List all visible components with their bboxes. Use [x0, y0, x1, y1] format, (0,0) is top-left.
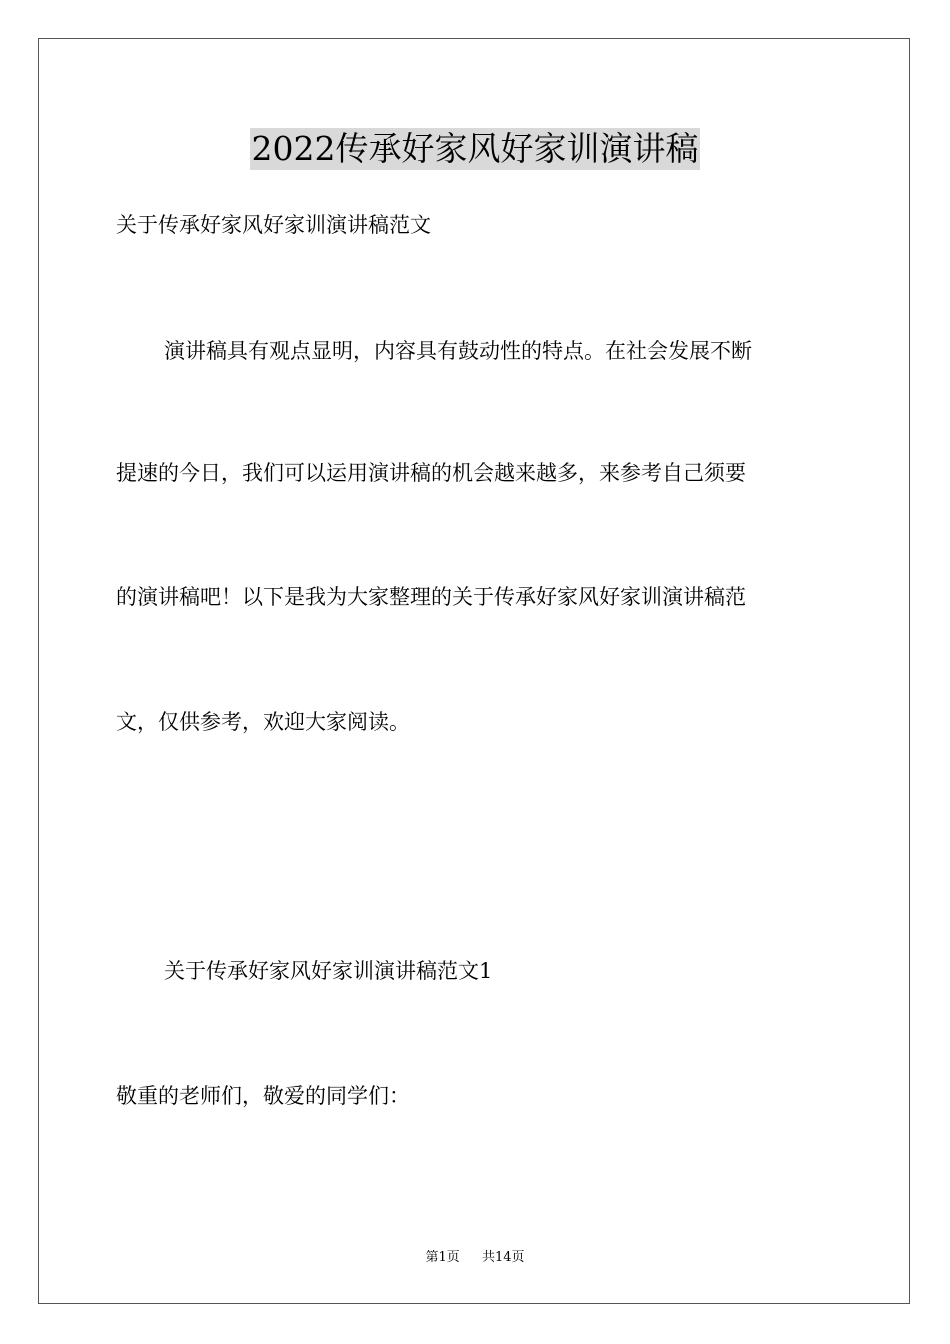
page-footer: [0, 1246, 950, 1265]
total-pages: 共14页: [482, 1250, 525, 1265]
page-number: 第1页: [425, 1250, 460, 1265]
title-container: [0, 128, 950, 170]
intro-line-2: 提速的今日，我们可以运用演讲稿的机会越来越多，来参考自己须要: [116, 461, 746, 485]
document-title: 2022传承好家风好家训演讲稿: [251, 129, 699, 168]
intro-line-3: 的演讲稿吧！以下是我为大家整理的关于传承好家风好家训演讲稿范: [116, 585, 746, 609]
section-heading: 关于传承好家风好家训演讲稿范文1: [164, 959, 493, 983]
salutation: 敬重的老师们，敬爱的同学们：: [116, 1084, 410, 1108]
intro-line-1: 演讲稿具有观点显明，内容具有鼓动性的特点。在社会发展不断: [164, 339, 752, 363]
document-subtitle: 关于传承好家风好家训演讲稿范文: [116, 213, 431, 237]
intro-line-4: 文，仅供参考，欢迎大家阅读。: [116, 710, 410, 734]
